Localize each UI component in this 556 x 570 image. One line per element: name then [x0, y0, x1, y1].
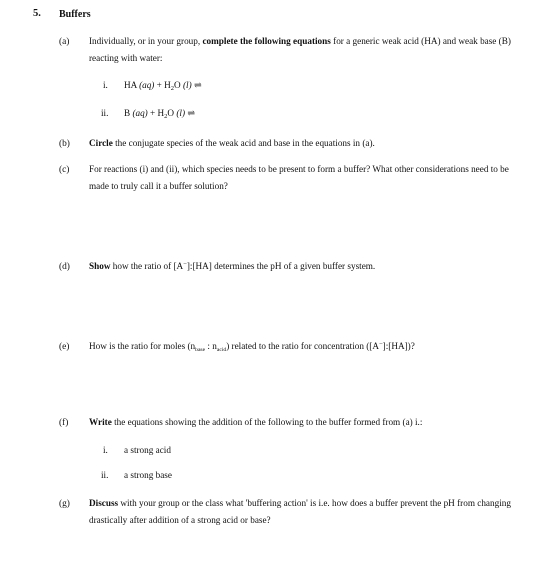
question-title: Buffers [59, 9, 91, 20]
part-f-item-2-text: a strong base [124, 470, 172, 480]
part-a-equation-1: HA $(aq) + H_2O$ (l) ⇌ [124, 80, 202, 92]
part-b-label: (b) [59, 139, 70, 149]
part-g-text: Discuss with your group or the class what 'buffering action' is i.e. how does a buffer prevent the pH from changing drastically after addition of a strong acid or base? [89, 498, 511, 525]
part-b-text: Circle the conjugate species of the weak acid and base in the equations in (a). [89, 138, 375, 148]
part-d-label: (d) [59, 262, 70, 272]
part-f-item-2-num: ii. [101, 470, 109, 480]
part-f-item-1-text: a strong acid [124, 445, 171, 455]
part-f-label: (f) [59, 418, 69, 428]
part-a-label: (a) [59, 37, 70, 47]
part-f-text: Write the equations showing the addition of the following to the buffer formed from (a) i.: [89, 417, 423, 427]
question-number: 5. [33, 8, 41, 19]
part-a-item-2-num: ii. [101, 108, 109, 118]
part-g-label: (g) [59, 499, 70, 509]
part-a-item-1-num: i. [103, 80, 108, 90]
part-d-text: Show how the ratio of [A−]:[HA] determines the pH of a given buffer system. [89, 261, 376, 271]
part-c-label: (c) [59, 165, 70, 175]
part-e-text: How is the ratio for moles ($n_{base}$ : $n_{acid}$) related to the ratio for concentration ([A−]:[HA])? [89, 341, 415, 353]
part-a-equation-2: B $(aq) + H_2O$ (l) ⇌ [124, 108, 196, 120]
part-a-text: Individually, or in your group, complete the following equations for a generic weak acid (HA) and weak base (B) reacting with water: [89, 36, 511, 63]
part-f-item-1-num: i. [103, 445, 108, 455]
part-c-text: For reactions (i) and (ii), which species needs to be present to form a buffer? What other considerations need to be made to truly call it a buffer solution? [89, 164, 509, 191]
part-e-label: (e) [59, 342, 70, 352]
